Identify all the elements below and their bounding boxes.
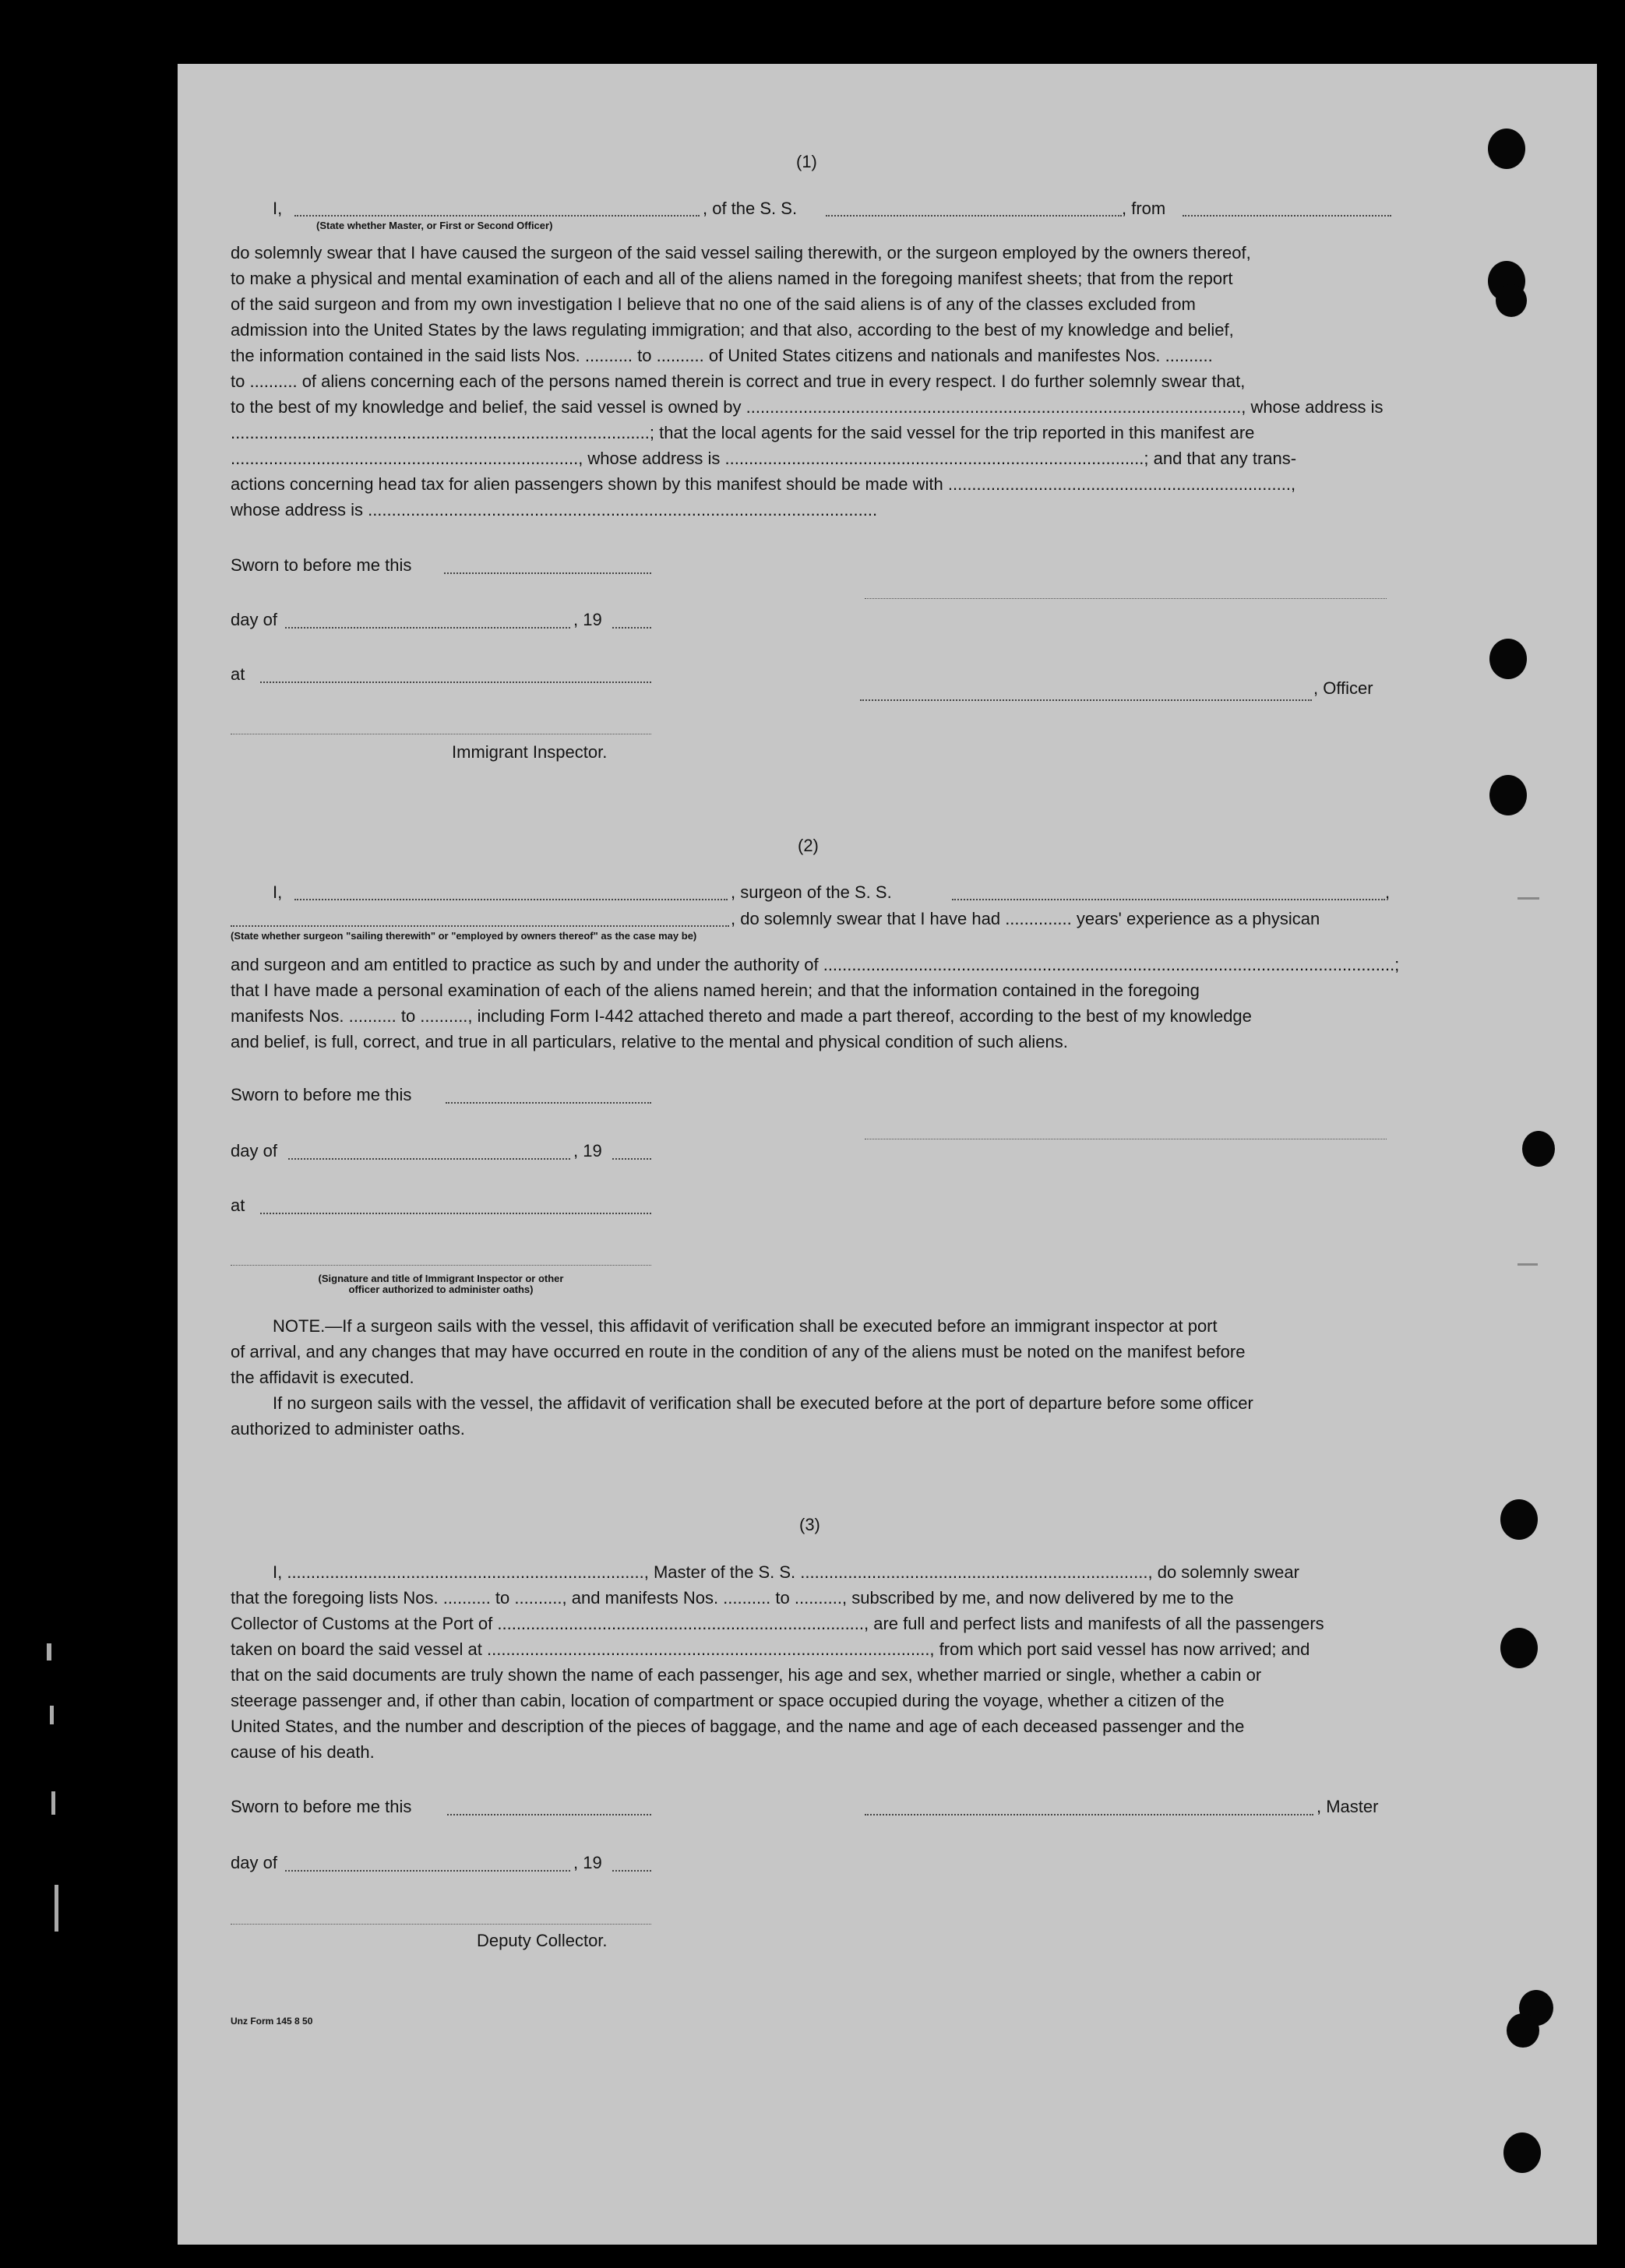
oath-line: to make a physical and mental examination of each and all of the aliens named in the foregoing manifest sheets; that from the report	[231, 269, 1233, 288]
day-of-field	[285, 1870, 570, 1872]
oath-line: to .......... of aliens concerning each of the persons named therein is correct and true in every respect. I do further solemnly swear that,	[231, 372, 1246, 391]
surgeon-name-label: I,	[273, 882, 283, 902]
punch-hole	[1489, 775, 1527, 815]
year-field	[612, 627, 651, 629]
officer-name-field	[294, 215, 700, 217]
day-of-field	[285, 627, 570, 629]
from-label: , from	[1122, 199, 1166, 218]
oath-line: the information contained in the said lists Nos. .......... to .......... of United States citizens and nationals and manifestes Nos. ..........	[231, 346, 1213, 365]
collector-label: Deputy Collector.	[477, 1931, 608, 1950]
oath-line: ........................................................................., whose address is ........................................................................................; and that any trans-	[231, 449, 1297, 468]
punch-hole	[1496, 284, 1527, 317]
section-3-number: (3)	[799, 1515, 820, 1534]
note-line: the affidavit is executed.	[231, 1368, 414, 1387]
year-field	[612, 1158, 651, 1160]
punch-hole	[1503, 2132, 1541, 2173]
at-field	[260, 1213, 651, 1214]
oath-line: do solemnly swear that I have caused the surgeon of the said vessel sailing therewith, or the surgeon employed by the owners thereof,	[231, 243, 1251, 262]
punch-hole	[1522, 1131, 1555, 1167]
oath-line: cause of his death.	[231, 1742, 375, 1762]
section-1-number: (1)	[796, 152, 817, 171]
year-label: , 19	[573, 610, 602, 629]
section-2-oath	[231, 952, 1400, 1055]
day-of-field	[288, 1158, 570, 1160]
year-label: , 19	[573, 1853, 602, 1872]
oath-line: to the best of my knowledge and belief, the said vessel is owned by ........................................................................................................, whose address is	[231, 397, 1384, 417]
sworn-label: Sworn to before me this	[231, 1797, 412, 1816]
oath-line: of the said surgeon and from my own investigation I believe that no one of the said aliens is of any of the classes excluded from	[231, 294, 1196, 314]
film-edge-mark	[1517, 897, 1539, 900]
punch-hole	[1488, 129, 1525, 169]
surgeon-name-field	[294, 899, 728, 900]
oath-line: Collector of Customs at the Port of ............................................................................., are full and perfect lists and manifests of all the passengers	[231, 1614, 1324, 1633]
form-number: Unz Form 145 8 50	[231, 2016, 313, 2027]
oath-line: manifests Nos. .......... to .........., including Form I-442 attached thereto and made a part thereof, according to the best of my knowledge	[231, 1006, 1252, 1026]
note-line: If no surgeon sails with the vessel, the affidavit of verification shall be executed before at the port of departure before some officer	[273, 1393, 1253, 1413]
oath-line: actions concerning head tax for alien passengers shown by this manifest should be made with ........................................................................,	[231, 474, 1296, 494]
at-label: at	[231, 664, 245, 684]
year-field	[612, 1870, 651, 1872]
line-end: ,	[1385, 882, 1391, 902]
note-line: NOTE.—If a surgeon sails with the vessel, this affidavit of verification shall be executed before an immigrant inspector at port	[273, 1316, 1218, 1336]
film-edge-mark	[47, 1643, 51, 1660]
sworn-label: Sworn to before me this	[231, 555, 412, 575]
oath-line: that the foregoing lists Nos. .......... to .........., and manifests Nos. .......... to .........., subscribed by me, and now delivered by me to the	[231, 1588, 1234, 1608]
master-label: , Master	[1317, 1797, 1379, 1816]
surgeon-ship-field	[952, 899, 1385, 900]
ship-name-label: , of the S. S.	[703, 199, 798, 218]
officer-name-label: I,	[273, 199, 283, 218]
oath-line: that I have made a personal examination of each of the aliens named herein; and that the information contained in the foregoing	[231, 981, 1200, 1000]
verification-note	[231, 1313, 1391, 1442]
sworn-field	[447, 1814, 651, 1815]
film-edge-mark	[50, 1706, 54, 1724]
oath-line: that on the said documents are truly shown the name of each passenger, his age and sex, whether married or single, whether a cabin or	[231, 1665, 1262, 1685]
oath-line: ........................................................................................; that the local agents for the said vessel for the trip reported in this manifest are	[231, 423, 1255, 442]
year-label: , 19	[573, 1141, 602, 1160]
officer-label: , Officer	[1313, 678, 1373, 698]
master-field	[865, 1814, 1313, 1815]
punch-hole	[1489, 639, 1527, 679]
oath-line: whose address is ...........................................................................................................	[231, 500, 878, 519]
sworn-field	[446, 1102, 651, 1104]
signature-note: officer authorized to administer oaths)	[348, 1284, 534, 1295]
oath-line: and surgeon and am entitled to practice as such by and under the authority of ........................................................................................................................;	[231, 955, 1400, 974]
section-1-oath	[231, 240, 1391, 523]
surgeon-experience-text: , do solemnly swear that I have had .............. years' experience as a physican	[731, 909, 1320, 928]
day-of-label: day of	[231, 610, 277, 629]
section-2-number: (2)	[798, 836, 819, 855]
inspector-signature-line	[231, 1265, 651, 1266]
film-edge-mark	[55, 1885, 58, 1932]
punch-hole	[1500, 1499, 1538, 1540]
day-of-label: day of	[231, 1141, 277, 1160]
section-3-oath	[231, 1559, 1391, 1765]
surgeon-ship-label: , surgeon of the S. S.	[731, 882, 892, 902]
oath-line: United States, and the number and description of the pieces of baggage, and the name and age of each deceased passenger and the	[231, 1717, 1245, 1736]
film-edge-mark	[51, 1791, 55, 1815]
oath-line: taken on board the said vessel at ............................................................................................., from which port said vessel has now arrived; and	[231, 1639, 1310, 1659]
officer-signature-line	[865, 598, 1387, 599]
surgeon-status-field	[231, 925, 729, 927]
note-line: of arrival, and any changes that may have occurred en route in the condition of any of the aliens must be noted on the manifest before	[231, 1342, 1246, 1361]
officer-field	[860, 699, 1312, 701]
oath-line: admission into the United States by the laws regulating immigration; and that also, according to the best of my knowledge and belief,	[231, 320, 1234, 340]
collector-signature-line	[231, 1924, 651, 1925]
oath-line: steerage passenger and, if other than cabin, location of compartment or space occupied during the voyage, whether a citizen of the	[231, 1691, 1225, 1710]
surgeon-note: (State whether surgeon "sailing therewith" or "employed by owners thereof" as the case may be)	[231, 930, 697, 942]
sworn-field	[444, 572, 651, 574]
film-edge-mark	[1517, 1263, 1538, 1266]
from-field	[1183, 215, 1391, 217]
punch-hole	[1507, 2013, 1539, 2048]
day-of-label: day of	[231, 1853, 277, 1872]
oath-line: I, ..........................................................................., Master of the S. S. ........................................................................., do solemnly swear	[273, 1562, 1299, 1582]
at-label: at	[231, 1196, 245, 1215]
ship-name-field	[826, 215, 1122, 217]
signature-note: (Signature and title of Immigrant Inspector or other	[318, 1273, 564, 1284]
sworn-label: Sworn to before me this	[231, 1085, 412, 1104]
note-line: authorized to administer oaths.	[231, 1419, 465, 1439]
at-field	[260, 681, 651, 683]
oath-line: and belief, is full, correct, and true in all particulars, relative to the mental and physical condition of such aliens.	[231, 1032, 1068, 1051]
punch-hole	[1500, 1628, 1538, 1668]
officer-note: (State whether Master, or First or Second Officer)	[316, 220, 553, 231]
inspector-label: Immigrant Inspector.	[452, 742, 608, 762]
